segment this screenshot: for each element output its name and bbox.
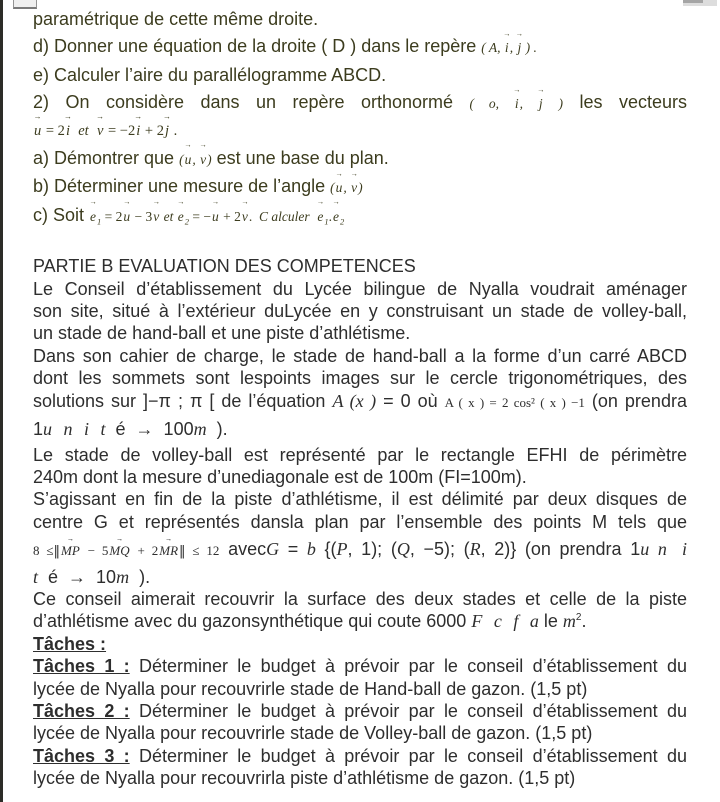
subscript: 2 bbox=[340, 216, 345, 227]
line-text: un stade de hand-ball et une piste d’athlétisme. bbox=[33, 323, 411, 344]
vector-i: i → bbox=[514, 90, 520, 117]
task-label: Tâches 2 : bbox=[33, 700, 130, 721]
vector-u: u → bbox=[184, 146, 193, 173]
heading-text: Tâches : bbox=[33, 633, 107, 654]
repere-notation bbox=[470, 96, 563, 111]
line-text: Le Conseil d’établissement du Lycée bilingue de Nyalla voudrait aménager bbox=[33, 278, 687, 299]
angle-notation bbox=[330, 180, 363, 195]
vector-v: v → bbox=[241, 203, 249, 230]
text-line bbox=[33, 278, 687, 300]
line-text: ). bbox=[216, 419, 228, 440]
line-text: centre G et représentés dansla plan par l’ensemble des points M tels que bbox=[33, 511, 687, 532]
text-line bbox=[33, 414, 687, 443]
subscript: 1 bbox=[97, 216, 102, 227]
subscript: 2 bbox=[184, 216, 190, 227]
line-text: é → 100 bbox=[115, 419, 194, 440]
line-text: Déterminer le budget à prévoir par le conseil d’établissement du bbox=[138, 745, 687, 766]
task-line bbox=[33, 722, 687, 744]
math-token: ) bbox=[207, 152, 212, 168]
math-token: , bbox=[192, 152, 196, 168]
math-token: = 2 bbox=[104, 208, 123, 224]
text-line bbox=[33, 62, 687, 89]
vector-u: u → bbox=[211, 203, 220, 230]
text-line bbox=[33, 300, 687, 322]
norm-bars: ‖ bbox=[53, 544, 61, 560]
line-text: d’athlétisme avec du gazonsynthétique qui coute 6000 bbox=[33, 611, 467, 632]
math-token: P bbox=[336, 539, 348, 560]
math-token: ≤ 12 bbox=[192, 543, 220, 559]
vector-v: v → bbox=[350, 174, 358, 201]
task-label: Tâches 3 : bbox=[33, 745, 130, 766]
math-token: = − bbox=[192, 208, 212, 224]
math-token: , bbox=[343, 180, 347, 196]
math-token: ( bbox=[179, 152, 184, 168]
line-text: est une base du plan. bbox=[216, 148, 389, 169]
line-text: e) Calculer l’aire du parallélogramme ABCD. bbox=[33, 64, 387, 85]
corner-artifact-right-dark bbox=[683, 0, 703, 3]
math-token: ) bbox=[358, 180, 363, 196]
line-text: 240m dont la mesure d’unediagonale est de 100m (FI=100m). bbox=[33, 466, 527, 487]
text-line bbox=[33, 173, 687, 201]
vector-i: i → bbox=[135, 118, 141, 145]
math-token: , −5); ( bbox=[409, 539, 470, 560]
norm-formula bbox=[33, 543, 219, 558]
vector-u: u → bbox=[33, 118, 42, 145]
line-text: Déterminer le budget à prévoir par le conseil d’établissement du bbox=[138, 656, 687, 677]
math-token: ( o, bbox=[469, 96, 500, 112]
vector-e2: e → bbox=[177, 203, 185, 230]
math-token: {( bbox=[324, 539, 337, 560]
line-text: 1 bbox=[33, 419, 44, 440]
math-token: ) bbox=[558, 96, 564, 112]
angle-notation bbox=[179, 152, 212, 167]
section-title bbox=[33, 255, 687, 277]
vector-MQ: MQ → bbox=[108, 540, 130, 562]
line-text: d) Donner une équation de la droite ( D ) dans le repère bbox=[33, 36, 477, 57]
section-part-b bbox=[33, 255, 687, 789]
vector-e1: e → bbox=[89, 203, 97, 230]
math-token: , 1); ( bbox=[347, 539, 397, 560]
line-text: lycée de Nyalla pour recouvrirla piste d’athlétisme de gazon. (1,5 pt) bbox=[33, 768, 576, 789]
vector-v: v → bbox=[96, 118, 104, 145]
page-left-edge bbox=[0, 0, 3, 802]
math-token: . bbox=[328, 208, 333, 224]
formula-inline bbox=[89, 208, 345, 227]
line-text: avec bbox=[228, 539, 267, 560]
math-token: + 2 bbox=[144, 122, 164, 139]
math-token: , bbox=[519, 96, 524, 112]
text-line bbox=[33, 345, 687, 367]
line-text: dont les sommets sont lespoints images sur le cercle trigonométriques, des bbox=[33, 368, 687, 389]
subscript: 1 bbox=[324, 216, 329, 227]
text-line bbox=[33, 202, 687, 230]
math-token: Q bbox=[396, 539, 410, 560]
task-line bbox=[33, 655, 687, 677]
title-text: PARTIE B EVALUATION DES COMPETENCES bbox=[33, 256, 416, 277]
vector-e1: e → bbox=[316, 203, 324, 230]
math-token: R bbox=[469, 539, 481, 560]
vector-u: u → bbox=[335, 174, 344, 201]
line-text: Dans son cahier de charge, le stade de hand-ball a la forme d’un carré ABCD bbox=[33, 345, 687, 366]
line-text: Déterminer le budget à prévoir par le conseil d’établissement du bbox=[138, 700, 687, 721]
text-line bbox=[33, 33, 687, 61]
math-token: + 2 bbox=[137, 543, 159, 559]
math-token: u n i t bbox=[43, 419, 106, 440]
line-text: Ce conseil aimerait recouvrir la surface des deux stades et celle de la piste bbox=[33, 588, 687, 609]
vector-v: v → bbox=[152, 203, 160, 230]
section-part-a bbox=[33, 6, 687, 230]
math-token: = 2 bbox=[45, 122, 65, 139]
task-line bbox=[33, 700, 687, 722]
math-token: ( A, bbox=[481, 40, 501, 56]
document-content bbox=[33, 6, 687, 790]
line-text: b) Déterminer une mesure de l’angle bbox=[33, 176, 326, 197]
math-token: et bbox=[163, 208, 174, 224]
math-token: G bbox=[266, 539, 280, 560]
vector-e2: e → bbox=[332, 203, 340, 230]
line-text: S’agissant en fin de la piste d’athlétisme, il est délimité par deux disques de bbox=[33, 489, 687, 510]
line-text: é → 10 bbox=[48, 566, 117, 587]
task-line bbox=[33, 767, 687, 789]
text-line bbox=[33, 511, 687, 533]
line-text: Le stade de volley-ball est représenté par le rectangle EFHI de périmètre bbox=[33, 444, 687, 465]
text-line bbox=[33, 566, 687, 588]
text-line bbox=[33, 488, 687, 510]
vector-j: j → bbox=[164, 118, 170, 145]
text-line bbox=[33, 588, 687, 610]
formula-line bbox=[33, 533, 687, 565]
vector-j: j → bbox=[516, 34, 522, 61]
vector-j: j → bbox=[538, 90, 544, 117]
math-token: C alculer bbox=[259, 208, 310, 224]
vector-MR: MR → bbox=[158, 540, 179, 562]
math-token: = −2 bbox=[108, 122, 136, 139]
vector-v: v → bbox=[199, 146, 207, 173]
math-token: u bbox=[640, 539, 650, 560]
line-text: lycée de Nyalla pour recouvrirle stade de Hand-ball de gazon. (1,5 pt) bbox=[33, 678, 588, 699]
line-text: c) Soit bbox=[33, 204, 85, 225]
line-text: (on prendra bbox=[591, 390, 687, 411]
math-token: . bbox=[173, 122, 178, 139]
math-token: n i bbox=[657, 539, 687, 560]
math-token: 8 ≤ bbox=[33, 543, 54, 559]
math-token: − 5 bbox=[87, 543, 109, 559]
text-line bbox=[33, 322, 687, 344]
text-line bbox=[33, 6, 687, 33]
line-text: solutions sur ]−π ; π [ de l’équation bbox=[33, 390, 326, 411]
line-text: lycée de Nyalla pour recouvrirle stade de Volley-ball de gazon. (1,5 pt) bbox=[33, 723, 593, 744]
task-label: Tâches 1 : bbox=[33, 656, 130, 677]
math-token: = bbox=[287, 539, 299, 560]
task-line bbox=[33, 678, 687, 700]
line-text: = 0 où bbox=[383, 390, 438, 411]
line-text: les vecteurs bbox=[579, 92, 688, 113]
math-token: ) . bbox=[525, 40, 537, 56]
math-token: m bbox=[116, 566, 130, 587]
formula-line bbox=[33, 118, 687, 145]
tasks-heading bbox=[33, 633, 687, 655]
math-token: + 2 bbox=[223, 208, 241, 224]
math-token: , bbox=[509, 40, 514, 56]
text-line bbox=[33, 466, 687, 488]
math-token: et bbox=[78, 122, 89, 139]
math-token: m bbox=[562, 611, 576, 632]
norm-bars: ‖ bbox=[179, 544, 186, 560]
text-line bbox=[33, 390, 687, 414]
math-token: m bbox=[193, 419, 207, 440]
math-token: ( bbox=[330, 180, 335, 196]
line-text: ). bbox=[139, 566, 151, 587]
vector-i: i → bbox=[65, 118, 71, 145]
text-line bbox=[33, 89, 687, 117]
line-text: le bbox=[543, 611, 558, 632]
math-token: A (x ) bbox=[332, 390, 377, 411]
task-line bbox=[33, 745, 687, 767]
line-text: a) Démontrer que bbox=[33, 148, 175, 169]
formula-small: A ( x ) = 2 cos² ( x ) −1 bbox=[444, 394, 585, 410]
math-token: − 3 bbox=[134, 208, 153, 224]
text-line bbox=[33, 610, 687, 632]
vector-i: i → bbox=[504, 34, 510, 61]
repere-notation bbox=[481, 40, 537, 55]
vector-MP: MP → bbox=[60, 540, 81, 562]
math-token: . bbox=[248, 208, 253, 224]
math-token: F c f a bbox=[471, 611, 539, 632]
vector-u: u → bbox=[122, 203, 131, 230]
superscript: 2 bbox=[575, 612, 582, 624]
math-token: b bbox=[306, 539, 316, 560]
text-line bbox=[33, 145, 687, 173]
line-text: son site, situé à l’extérieur duLycée en y construisant un stade de volley-ball, bbox=[33, 301, 687, 322]
text-line bbox=[33, 444, 687, 466]
line-text: 2) On considère dans un repère orthonormé bbox=[33, 92, 454, 113]
line-text: . bbox=[581, 611, 587, 632]
corner-artifact-right bbox=[683, 0, 717, 6]
line-text: paramétrique de cette même droite. bbox=[33, 9, 319, 29]
math-token: , 2)} (on prendra 1 bbox=[480, 539, 641, 560]
text-line bbox=[33, 367, 687, 389]
math-token: t bbox=[33, 566, 39, 587]
